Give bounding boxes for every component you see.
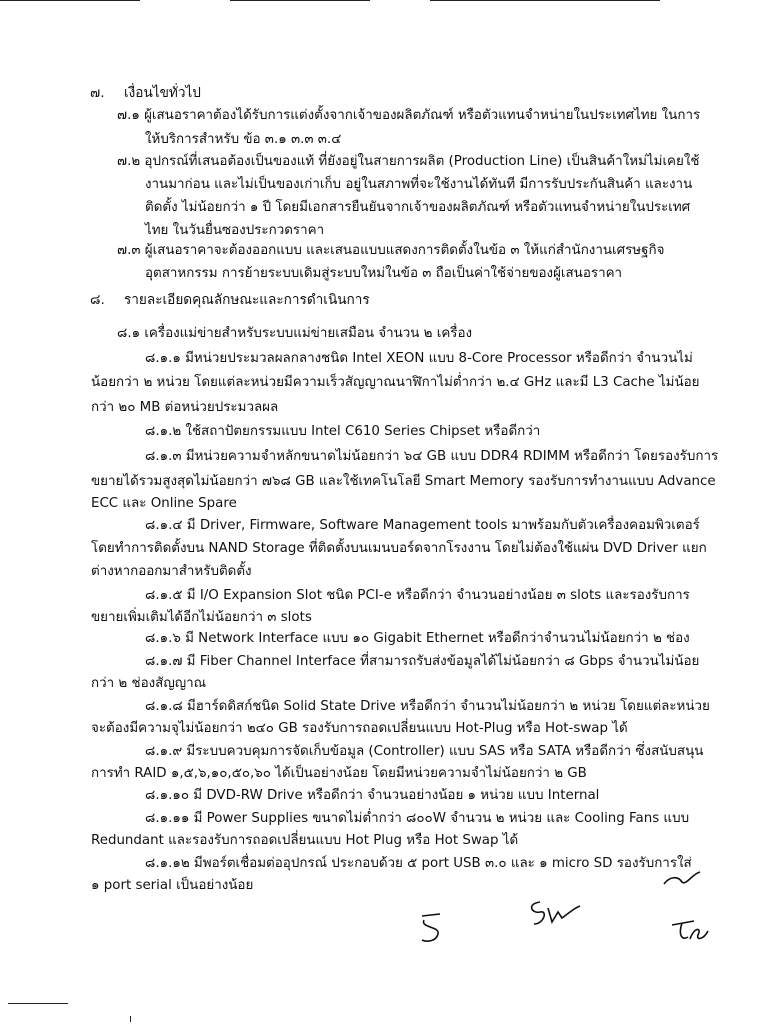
item-8-1-11-line: Redundant และรองรับการถอดเปลี่ยนแบบ Hot Plug หรือ Hot Swap ได้: [91, 833, 519, 848]
signature-2: [522, 898, 582, 936]
item-8-1-4-line: โดยทำการติดตั้งบน NAND Storage ที่ติดตั้งบนเมนบอร์ดจากโรงงาน โดยไม่ต้องใช้แผ่น DVD Driver แยก: [91, 541, 707, 556]
signature-1: [418, 912, 448, 950]
item-8-1-3-line: ECC และ Online Spare: [91, 496, 237, 511]
item-8-1-9-line: การทำ RAID ๑,๕,๖,๑๐,๕๐,๖๐ ได้เป็นอย่างน้อย โดยมีหน่วยความจำไม่น้อยกว่า ๒ GB: [91, 766, 587, 781]
section-8-subtitle: ๘.๑ เครื่องแม่ข่ายสำหรับระบบแม่ข่ายเสมือน จำนวน ๒ เครื่อง: [117, 326, 473, 341]
item-8-1-6-line: ๘.๑.๖ มี Network Interface แบบ ๑๐ Gigabit Ethernet หรือดีกว่าจำนวนไม่น้อยกว่า ๒ ช่อง: [145, 631, 690, 646]
signature-3: [668, 917, 712, 949]
bottom-edge-line: [8, 1003, 68, 1004]
item-8-1-5-line: ขยายเพิ่มเติมได้อีกไม่น้อยกว่า ๓ slots: [91, 610, 312, 625]
item-8-1-3-line: ขยายได้รวมสูงสุดไม่น้อยกว่า ๗๖๘ GB และใช้เทคโนโลยี Smart Memory รองรับการทำงานแบบ Advance: [91, 474, 716, 489]
item-7-1-line: ให้บริการสำหรับ ข้อ ๓.๑ ๓.๓ ๓.๔: [145, 132, 342, 147]
top-edge-line: [0, 0, 140, 1]
item-8-1-9-line: ๘.๑.๙ มีระบบควบคุมการจัดเก็บข้อมูล (Controller) แบบ SAS หรือ SATA หรือดีกว่า ซึ่งสนับสนุน: [145, 744, 704, 759]
item-7-2-line: ๗.๒ อุปกรณ์ที่เสนอต้องเป็นของแท้ ที่ยังอยู่ในสายการผลิต (Production Line) เป็นสินค้าใหม่ไม่เคยใช้: [117, 154, 700, 169]
item-7-1-line: ๗.๑ ผู้เสนอราคาต้องได้รับการแต่งตั้งจากเจ้าของผลิตภัณฑ์ หรือตัวแทนจำหน่ายในประเทศไทย ในการ: [117, 108, 701, 123]
item-8-1-8-line: จะต้องมีความจุไม่น้อยกว่า ๒๔๐ GB รองรับการถอดเปลี่ยนแบบ Hot-Plug หรือ Hot-swap ได้: [91, 721, 628, 736]
item-7-2-line: ไทย ในวันยื่นซองประกวดราคา: [145, 223, 325, 238]
item-7-3-line: ๗.๓ ผู้เสนอราคาจะต้องออกแบบ และเสนอแบบแสดงการติดตั้งในข้อ ๓ ให้แก่สำนักงานเศรษฐกิจ: [117, 243, 665, 258]
item-8-1-12-line: ๑ port serial เป็นอย่างน้อย: [91, 878, 254, 893]
item-8-1-11-line: ๘.๑.๑๑ มี Power Supplies ขนาดไม่ต่ำกว่า ๘๐๐W จำนวน ๒ หน่วย และ Cooling Fans แบบ: [145, 811, 690, 826]
item-8-1-1-line: ๘.๑.๑ มีหน่วยประมวลผลกลางชนิด Intel XEON แบบ 8-Core Processor หรือดีกว่า จำนวนไม่: [145, 351, 693, 366]
top-edge-line: [430, 0, 660, 1]
item-7-3-line: อุตสาหกรรม การย้ายระบบเดิมสู่ระบบใหม่ในข้อ ๓ ถือเป็นค่าใช้จ่ายของผู้เสนอราคา: [145, 266, 623, 281]
item-8-1-10-line: ๘.๑.๑๐ มี DVD-RW Drive หรือดีกว่า จำนวนอย่างน้อย ๑ หน่วย แบบ Internal: [145, 788, 600, 803]
bottom-edge-line: [130, 1016, 131, 1022]
item-8-1-5-line: ๘.๑.๕ มี I/O Expansion Slot ชนิด PCI-e หรือดีกว่า จำนวนอย่างน้อย ๓ slots และรองรับการ: [145, 588, 690, 603]
handwritten-initial-mark: [660, 868, 704, 894]
item-8-1-8-line: ๘.๑.๘ มีฮาร์ดดิสก์ชนิด Solid State Drive หรือดีกว่า จำนวนไม่น้อยกว่า ๒ หน่วย โดยแต่ละหน่วย: [145, 699, 710, 714]
item-7-2-line: งานมาก่อน และไม่เป็นของเก่าเก็บ อยู่ในสภาพที่จะใช้งานได้ทันที มีการรับประกันสินค้า และงาน: [145, 177, 693, 192]
item-8-1-12-line: ๘.๑.๑๒ มีพอร์ตเชื่อมต่ออุปกรณ์ ประกอบด้วย ๕ port USB ๓.๐ และ ๑ micro SD รองรับการใส่: [145, 856, 692, 871]
section-8-title: รายละเอียดคุณลักษณะและการดำเนินการ: [124, 292, 370, 308]
item-8-1-2-line: ๘.๑.๒ ใช้สถาปัตยกรรมแบบ Intel C610 Series Chipset หรือดีกว่า: [145, 424, 541, 439]
section-8-number: ๘.: [90, 292, 105, 308]
item-8-1-4-line: ๘.๑.๔ มี Driver, Firmware, Software Management tools มาพร้อมกับตัวเครื่องคอมพิวเตอร์: [145, 518, 700, 533]
item-8-1-4-line: ต่างหากออกมาสำหรับติดตั้ง: [91, 564, 252, 579]
item-8-1-7-line: ๘.๑.๗ มี Fiber Channel Interface ที่สามารถรับส่งข้อมูลได้ไม่น้อยกว่า ๘ Gbps จำนวนไม่น้อย: [145, 654, 700, 669]
top-edge-line: [230, 0, 370, 1]
item-8-1-1-line: กว่า ๒๐ MB ต่อหน่วยประมวลผล: [91, 400, 279, 415]
item-8-1-3-line: ๘.๑.๓ มีหน่วยความจำหลักขนาดไม่น้อยกว่า ๖๔ GB แบบ DDR4 RDIMM หรือดีกว่า โดยรองรับการ: [145, 449, 719, 464]
section-7-title: เงื่อนไขทั่วไป: [124, 85, 201, 101]
item-8-1-7-line: กว่า ๒ ช่องสัญญาณ: [91, 676, 207, 691]
section-7-number: ๗.: [90, 85, 105, 101]
item-8-1-1-line: น้อยกว่า ๒ หน่วย โดยแต่ละหน่วยมีความเร็วสัญญาณนาฬิกาไม่ต่ำกว่า ๒.๔ GHz และมี L3 Cache ไม่น้อย: [91, 375, 700, 390]
item-7-2-line: ติดตั้ง ไม่น้อยกว่า ๑ ปี โดยมีเอกสารยืนยันจากเจ้าของผลิตภัณฑ์ หรือตัวแทนจำหน่ายในประเทศ: [145, 200, 691, 215]
